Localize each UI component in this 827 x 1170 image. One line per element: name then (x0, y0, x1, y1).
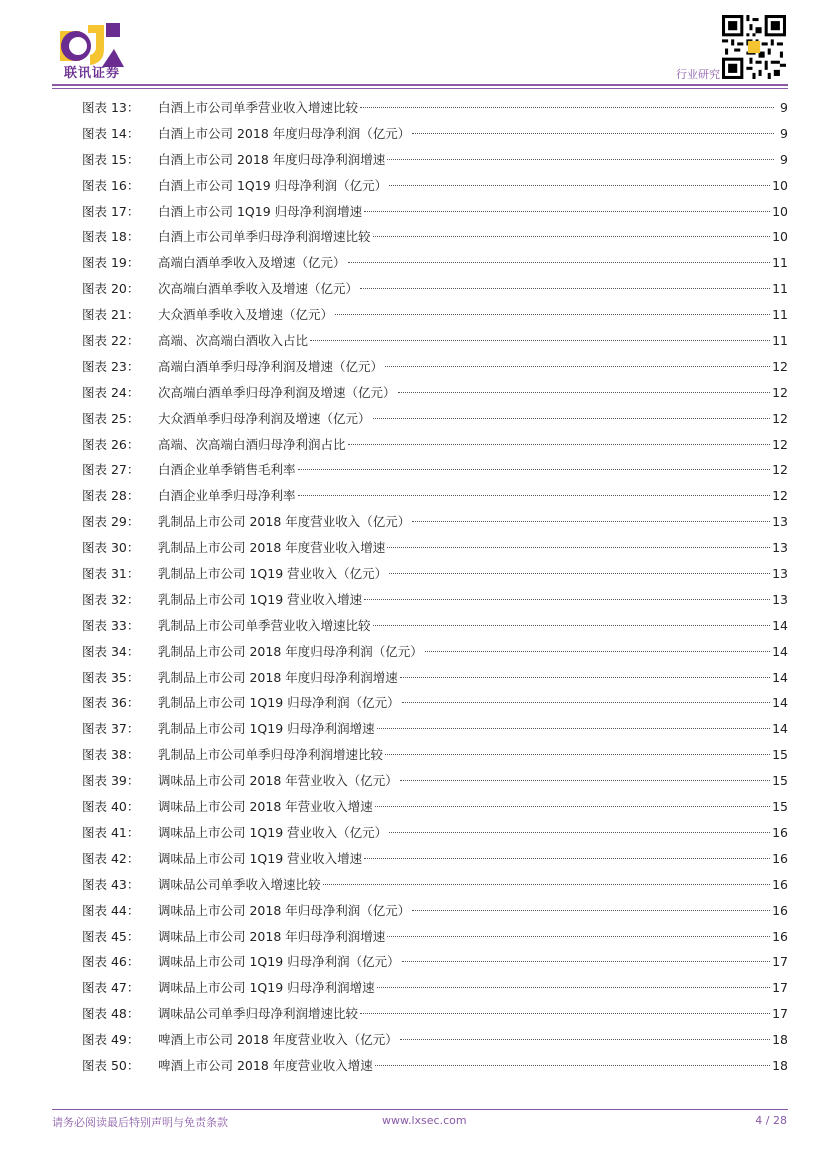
toc-entry[interactable] (82, 872, 788, 898)
toc-entry-title: 调味品公司单季归母净利润增速比较 (158, 1006, 359, 1022)
toc-leader-dots (348, 443, 771, 445)
toc-entry-title: 乳制品上市公司 2018 年度归母净利润增速 (158, 669, 398, 685)
toc-entry-page: 14 (772, 695, 788, 711)
toc-entry-title: 调味品上市公司 1Q19 归母净利润（亿元） (158, 954, 400, 970)
toc-entry-title: 乳制品上市公司 1Q19 营业收入增速 (158, 591, 363, 607)
toc-entry-title: 白酒上市公司单季营业收入增速比较 (158, 100, 359, 115)
footer-rule (52, 1109, 788, 1110)
toc-entry-title: 乳制品上市公司 1Q19 归母净利润（亿元） (158, 695, 400, 711)
toc-entry[interactable] (82, 949, 788, 975)
toc-entry[interactable] (82, 95, 788, 121)
toc-entry[interactable] (82, 173, 788, 199)
toc-leader-dots (412, 520, 770, 522)
toc-leader-dots (412, 132, 774, 134)
toc-entry[interactable] (82, 794, 788, 820)
toc-leader-dots (375, 1064, 770, 1066)
toc-entry-label: 图表 13： (82, 100, 140, 115)
toc-entry[interactable] (82, 199, 788, 225)
toc-leader-dots (364, 598, 770, 600)
toc-entry[interactable] (82, 457, 788, 483)
toc-entry-page: 14 (772, 617, 788, 633)
toc-entry-label: 图表 25： (82, 410, 140, 426)
toc-entry-label: 图表 20： (82, 281, 140, 297)
section-label: 行业研究 (676, 68, 720, 81)
toc-entry-page: 9 (780, 100, 788, 115)
toc-entry[interactable] (82, 768, 788, 794)
toc-entry-page: 13 (772, 540, 788, 556)
toc-entry[interactable] (82, 716, 788, 742)
toc-leader-dots (425, 650, 770, 652)
toc-leader-dots (389, 831, 770, 833)
toc-entry-title: 调味品上市公司 2018 年营业收入增速 (158, 799, 373, 815)
toc-entry[interactable] (82, 975, 788, 1001)
toc-entry-label: 图表 28： (82, 488, 140, 504)
toc-entry-label: 图表 34： (82, 643, 140, 659)
footer-disclaimer: 请务必阅读最后特别声明与免责条款 (52, 1116, 228, 1129)
toc-entry-title: 啤酒上市公司 2018 年度营业收入增速 (158, 1057, 373, 1073)
toc-entry-page: 16 (772, 824, 788, 840)
toc-entry-title: 大众酒单季归母净利润及增速（亿元） (158, 410, 371, 426)
toc-entry-label: 图表 42： (82, 850, 140, 866)
toc-entry-page: 16 (772, 928, 788, 944)
toc-entry-label: 图表 35： (82, 669, 140, 685)
toc-entry-page: 16 (772, 902, 788, 918)
toc-entry-title: 乳制品上市公司单季营业收入增速比较 (158, 617, 371, 633)
toc-leader-dots (364, 210, 770, 212)
toc-entry-title: 白酒企业单季归母净利率 (158, 488, 296, 504)
toc-leader-dots (373, 235, 771, 237)
toc-entry-label: 图表 16： (82, 177, 140, 193)
toc-entry-page: 18 (772, 1032, 788, 1048)
brand-name: 联讯证券 (63, 66, 120, 81)
toc-entry-label: 图表 39： (82, 773, 140, 789)
toc-leader-dots (377, 986, 770, 988)
toc-leader-dots (360, 1012, 770, 1014)
toc-leader-dots (398, 391, 771, 393)
toc-entry-label: 图表 32： (82, 591, 140, 607)
header-rule-thin (52, 88, 788, 89)
toc-leader-dots (412, 909, 770, 911)
toc-entry-page: 16 (772, 876, 788, 892)
toc-leader-dots (400, 676, 770, 678)
toc-entry-label: 图表 21： (82, 307, 140, 323)
toc-entry-label: 图表 37： (82, 721, 140, 737)
toc-entry-label: 图表 41： (82, 824, 140, 840)
toc-entry-page: 12 (772, 488, 788, 504)
toc-entry-label: 图表 23： (82, 358, 140, 374)
toc-leader-dots (400, 779, 770, 781)
toc-entry-label: 图表 49： (82, 1032, 140, 1048)
toc-entry[interactable] (82, 354, 788, 380)
toc-entry-page: 11 (772, 333, 788, 349)
toc-entry[interactable] (82, 121, 788, 147)
toc-entry-label: 图表 18： (82, 229, 140, 245)
toc-entry-page: 13 (772, 591, 788, 607)
toc-entry[interactable] (82, 509, 788, 535)
toc-leader-dots (364, 857, 770, 859)
toc-entry-label: 图表 46： (82, 954, 140, 970)
toc-entry[interactable] (82, 639, 788, 665)
toc-entry[interactable] (82, 898, 788, 924)
toc-entry[interactable] (82, 224, 788, 250)
toc-leader-dots (387, 935, 770, 937)
toc-entry-title: 调味品公司单季收入增速比较 (158, 876, 321, 892)
toc-leader-dots (298, 468, 771, 470)
toc-leader-dots (335, 313, 770, 315)
toc-entry-label: 图表 44： (82, 902, 140, 918)
toc-entry-title: 乳制品上市公司 2018 年度营业收入（亿元） (158, 514, 411, 530)
toc-entry[interactable] (82, 483, 788, 509)
toc-entry-label: 图表 24： (82, 384, 140, 400)
toc-entry-label: 图表 19： (82, 255, 140, 271)
toc-leader-dots (310, 339, 770, 341)
qr-code (722, 15, 786, 79)
toc-leader-dots (385, 365, 770, 367)
toc-entry-page: 17 (772, 954, 788, 970)
toc-entry[interactable] (82, 380, 788, 406)
toc-entry-title: 次高端白酒单季收入及增速（亿元） (158, 281, 359, 297)
toc-entry-page: 9 (780, 151, 788, 167)
toc-leader-dots (402, 701, 770, 703)
toc-entry-page: 12 (772, 384, 788, 400)
toc-entry[interactable] (82, 924, 788, 950)
toc-entry-title: 乳制品上市公司 1Q19 营业收入（亿元） (158, 566, 388, 582)
toc-entry[interactable] (82, 328, 788, 354)
toc-leader-dots (387, 158, 774, 160)
toc-leader-dots (377, 727, 770, 729)
toc-leader-dots (360, 106, 774, 108)
toc-entry-page: 12 (772, 436, 788, 452)
toc-entry-page: 16 (772, 850, 788, 866)
toc-entry-page: 14 (772, 669, 788, 685)
toc-entry-page: 14 (772, 721, 788, 737)
toc-leader-dots (298, 494, 771, 496)
toc-leader-dots (389, 572, 770, 574)
toc-leader-dots (385, 753, 770, 755)
toc-leader-dots (360, 287, 770, 289)
toc-entry-page: 13 (772, 514, 788, 530)
toc-entry-title: 白酒上市公司单季归母净利润增速比较 (158, 229, 371, 245)
footer-website[interactable]: www.lxsec.com (382, 1114, 467, 1127)
toc-entry-page: 18 (772, 1057, 788, 1073)
toc-leader-dots (389, 184, 770, 186)
toc-entry-title: 白酒上市公司 1Q19 归母净利润（亿元） (158, 177, 388, 193)
toc-entry-title: 调味品上市公司 2018 年归母净利润增速 (158, 928, 386, 944)
toc-entry[interactable] (82, 406, 788, 432)
toc-entry[interactable] (82, 302, 788, 328)
toc-entry-title: 白酒企业单季销售毛利率 (158, 462, 296, 478)
toc-entry-page: 11 (772, 307, 788, 323)
toc-entry-page: 10 (772, 203, 788, 219)
toc-entry-title: 调味品上市公司 2018 年营业收入（亿元） (158, 773, 398, 789)
toc-entry-label: 图表 50： (82, 1057, 140, 1073)
toc-entry-page: 17 (772, 980, 788, 996)
toc-entry-page: 10 (772, 229, 788, 245)
toc-entry-label: 图表 33： (82, 617, 140, 633)
toc-entry-label: 图表 36： (82, 695, 140, 711)
footer-page-number: 4 / 28 (755, 1114, 787, 1127)
toc-entry-page: 13 (772, 566, 788, 582)
toc-entry-page: 12 (772, 410, 788, 426)
toc-entry-label: 图表 22： (82, 333, 140, 349)
toc-entry-title: 高端、次高端白酒归母净利润占比 (158, 436, 346, 452)
toc-entry-title: 啤酒上市公司 2018 年度营业收入（亿元） (158, 1032, 398, 1048)
toc-entry[interactable] (82, 561, 788, 587)
toc-entry-title: 次高端白酒单季归母净利润及增速（亿元） (158, 384, 396, 400)
toc-entry-label: 图表 26： (82, 436, 140, 452)
toc-entry-title: 高端白酒单季收入及增速（亿元） (158, 255, 346, 271)
toc-entry[interactable] (82, 1027, 788, 1053)
toc-entry[interactable] (82, 846, 788, 872)
toc-entry[interactable] (82, 1053, 788, 1079)
toc-entry-title: 调味品上市公司 1Q19 营业收入增速 (158, 850, 363, 866)
toc-entry-title: 白酒上市公司 1Q19 归母净利润增速 (158, 203, 363, 219)
toc-entry-title: 白酒上市公司 2018 年度归母净利润增速 (158, 151, 386, 167)
toc-entry-page: 10 (772, 177, 788, 193)
toc-entry-label: 图表 40： (82, 799, 140, 815)
toc-entry-title: 调味品上市公司 1Q19 归母净利润增速 (158, 980, 375, 996)
toc-entry-page: 11 (772, 281, 788, 297)
toc-entry-label: 图表 38： (82, 747, 140, 763)
toc-entry-page: 15 (772, 747, 788, 763)
toc-entry[interactable] (82, 276, 788, 302)
toc-entry-label: 图表 47： (82, 980, 140, 996)
figure-list (82, 95, 788, 1079)
toc-entry-page: 11 (772, 255, 788, 271)
toc-entry-label: 图表 45： (82, 928, 140, 944)
toc-entry-page: 15 (772, 799, 788, 815)
toc-leader-dots (323, 883, 771, 885)
toc-leader-dots (373, 624, 771, 626)
toc-entry-title: 乳制品上市公司 1Q19 归母净利润增速 (158, 721, 375, 737)
toc-entry-title: 高端白酒单季归母净利润及增速（亿元） (158, 358, 384, 374)
toc-entry-page: 9 (780, 125, 788, 141)
toc-entry[interactable] (82, 147, 788, 173)
toc-entry-label: 图表 27： (82, 462, 140, 478)
header-rule (52, 84, 788, 86)
toc-entry[interactable] (82, 250, 788, 276)
toc-entry-label: 图表 31： (82, 566, 140, 582)
toc-entry-title: 调味品上市公司 2018 年归母净利润（亿元） (158, 902, 411, 918)
toc-entry-title: 乳制品上市公司 2018 年度营业收入增速 (158, 540, 386, 556)
toc-leader-dots (375, 805, 770, 807)
toc-entry-label: 图表 48： (82, 1006, 140, 1022)
toc-entry-label: 图表 14： (82, 125, 140, 141)
toc-entry[interactable] (82, 1001, 788, 1027)
toc-entry-title: 乳制品上市公司 2018 年度归母净利润（亿元） (158, 643, 423, 659)
toc-entry-title: 大众酒单季收入及增速（亿元） (158, 307, 334, 323)
toc-entry[interactable] (82, 665, 788, 691)
toc-entry[interactable] (82, 742, 788, 768)
toc-entry[interactable] (82, 587, 788, 613)
toc-entry-page: 12 (772, 358, 788, 374)
toc-entry[interactable] (82, 820, 788, 846)
toc-entry-label: 图表 29： (82, 514, 140, 530)
toc-entry-label: 图表 17： (82, 203, 140, 219)
toc-entry-title: 高端、次高端白酒收入占比 (158, 333, 309, 349)
toc-entry-page: 14 (772, 643, 788, 659)
toc-leader-dots (387, 546, 770, 548)
toc-entry[interactable] (82, 535, 788, 561)
toc-entry[interactable] (82, 690, 788, 716)
toc-entry-page: 12 (772, 462, 788, 478)
toc-entry-page: 15 (772, 773, 788, 789)
toc-entry-title: 调味品上市公司 1Q19 营业收入（亿元） (158, 824, 388, 840)
toc-entry[interactable] (82, 613, 788, 639)
toc-leader-dots (373, 417, 771, 419)
toc-entry[interactable] (82, 432, 788, 458)
toc-entry-label: 图表 43： (82, 876, 140, 892)
toc-entry-page: 17 (772, 1006, 788, 1022)
toc-entry-label: 图表 15： (82, 151, 140, 167)
toc-entry-title: 乳制品上市公司单季归母净利润增速比较 (158, 747, 384, 763)
toc-leader-dots (348, 261, 771, 263)
toc-leader-dots (402, 960, 770, 962)
toc-entry-title: 白酒上市公司 2018 年度归母净利润（亿元） (158, 125, 411, 141)
toc-entry-label: 图表 30： (82, 540, 140, 556)
toc-leader-dots (400, 1038, 770, 1040)
